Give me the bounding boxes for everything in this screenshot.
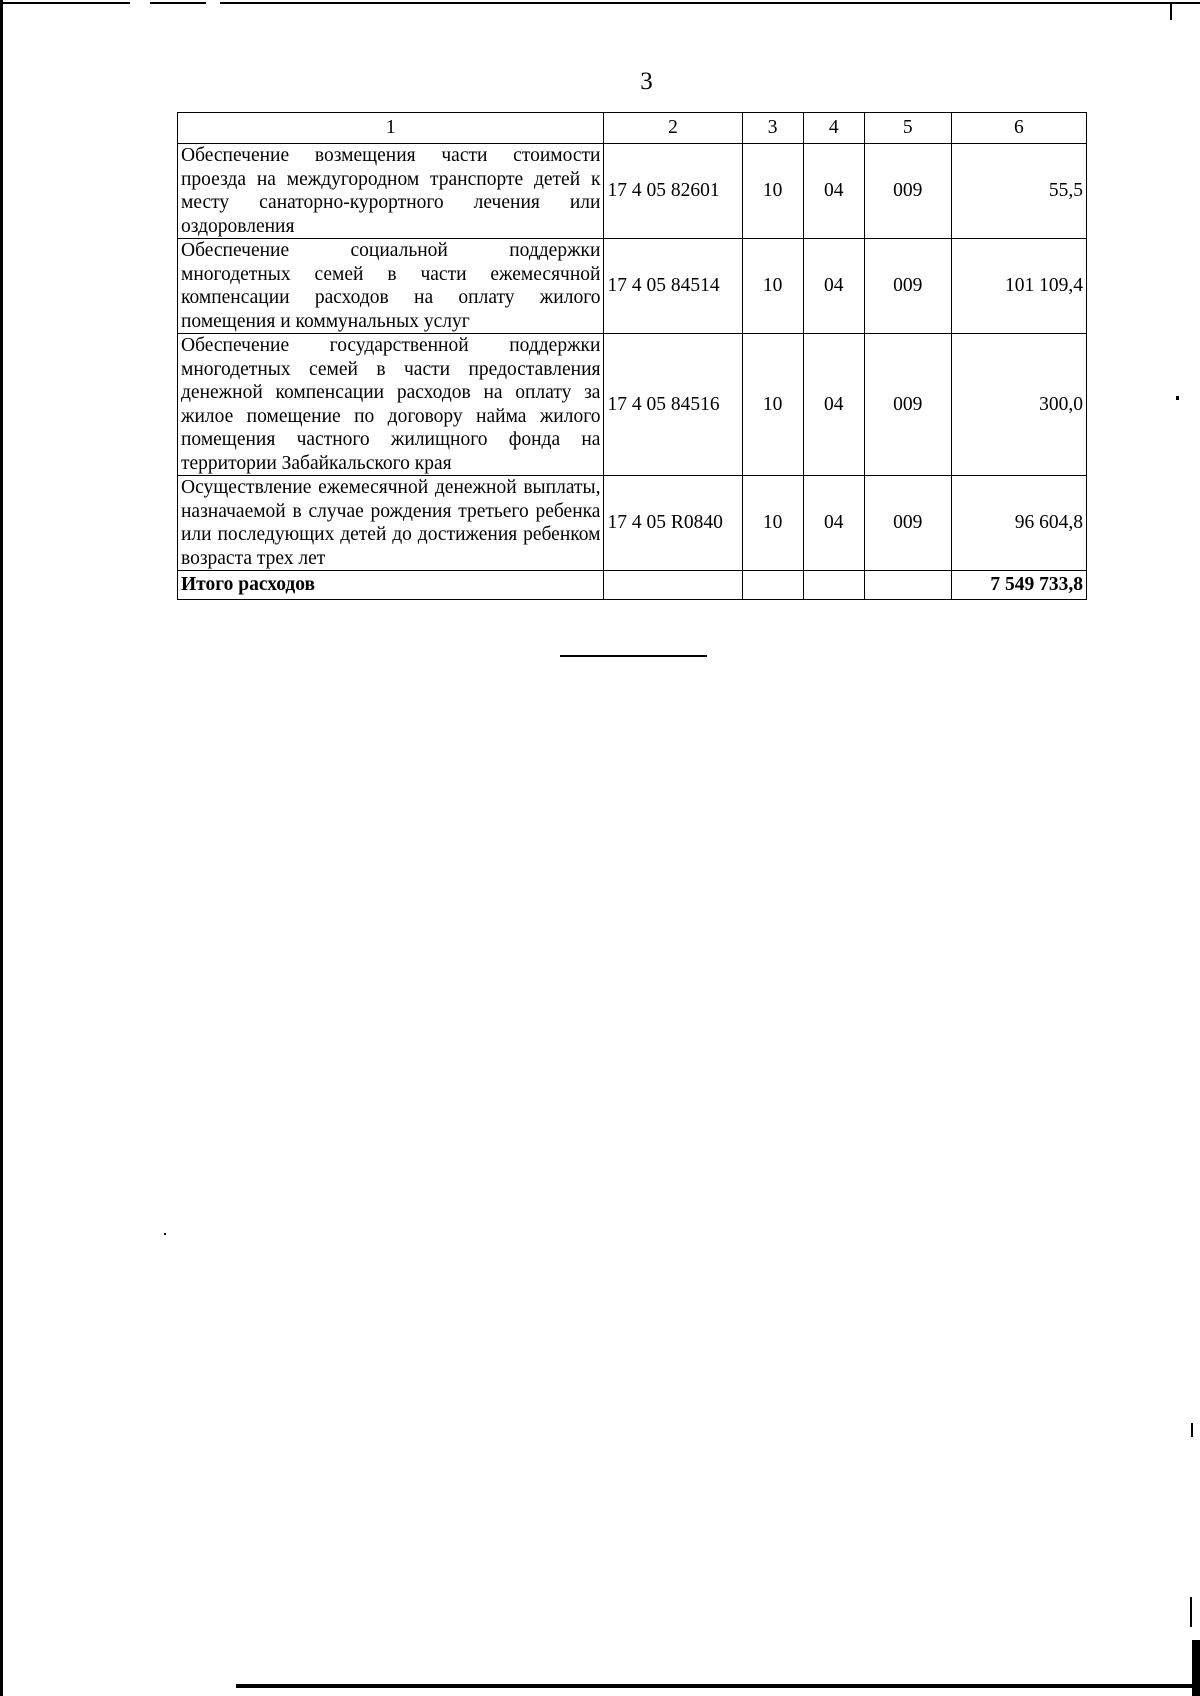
scan-speck xyxy=(1170,4,1172,20)
target-article-code: 17 4 05 R0840 xyxy=(604,476,742,571)
column-header: 4 xyxy=(803,113,864,144)
empty-cell xyxy=(742,571,803,600)
section-code: 10 xyxy=(742,476,803,571)
total-row xyxy=(178,571,1087,600)
expense-type-code: 009 xyxy=(864,334,951,476)
amount: 101 109,4 xyxy=(951,239,1086,334)
column-header: 3 xyxy=(742,113,803,144)
table-row xyxy=(178,476,1087,571)
empty-cell xyxy=(803,571,864,600)
total-amount: 7 549 733,8 xyxy=(951,571,1086,600)
expense-description: Осуществление ежемесячной денежной выплаты, назначаемой в случае рождения третьего ребенка или последующих детей до достижения ребенком возраста трех лет xyxy=(178,476,604,571)
target-article-code: 17 4 05 82601 xyxy=(604,144,742,239)
subsection-code: 04 xyxy=(803,239,864,334)
expense-type-code: 009 xyxy=(864,144,951,239)
page-number: 3 xyxy=(640,68,653,95)
section-code: 10 xyxy=(742,239,803,334)
scan-border-bottom xyxy=(236,1684,1200,1688)
column-header: 6 xyxy=(951,113,1086,144)
total-label: Итого расходов xyxy=(178,571,604,600)
target-article-code: 17 4 05 84514 xyxy=(604,239,742,334)
section-code: 10 xyxy=(742,144,803,239)
section-code: 10 xyxy=(742,334,803,476)
scan-border-top xyxy=(0,2,1200,4)
column-header: 2 xyxy=(604,113,742,144)
table-header-row xyxy=(178,113,1087,144)
end-of-document-rule xyxy=(560,655,707,657)
scan-speck xyxy=(164,1233,166,1235)
subsection-code: 04 xyxy=(803,334,864,476)
scan-speck xyxy=(1176,396,1179,400)
target-article-code: 17 4 05 84516 xyxy=(604,334,742,476)
subsection-code: 04 xyxy=(803,476,864,571)
expenses-table xyxy=(177,112,1087,600)
empty-cell xyxy=(864,571,951,600)
table-row xyxy=(178,144,1087,239)
amount: 55,5 xyxy=(951,144,1086,239)
column-header: 1 xyxy=(178,113,604,144)
table-row xyxy=(178,334,1087,476)
expense-type-code: 009 xyxy=(864,476,951,571)
expense-description: Обеспечение социальной поддержки многодетных семей в части ежемесячной компенсации расходов на оплату жилого помещения и коммунальных услуг xyxy=(178,239,604,334)
expense-description: Обеспечение возмещения части стоимости проезда на междугородном транспорте детей к месту санаторно-курортного лечения или оздоровления xyxy=(178,144,604,239)
column-header: 5 xyxy=(864,113,951,144)
subsection-code: 04 xyxy=(803,144,864,239)
empty-cell xyxy=(604,571,742,600)
table-row xyxy=(178,239,1087,334)
amount: 300,0 xyxy=(951,334,1086,476)
expense-description: Обеспечение государственной поддержки многодетных семей в части предоставления денежной компенсации расходов на оплату за жилое помещение по договору найма жилого помещения частного жилищного фонда на территории Забайкальского края xyxy=(178,334,604,476)
amount: 96 604,8 xyxy=(951,476,1086,571)
scan-border-left xyxy=(0,0,3,1696)
scan-speck xyxy=(1190,1597,1192,1627)
expense-type-code: 009 xyxy=(864,239,951,334)
scan-speck xyxy=(1191,1423,1193,1437)
